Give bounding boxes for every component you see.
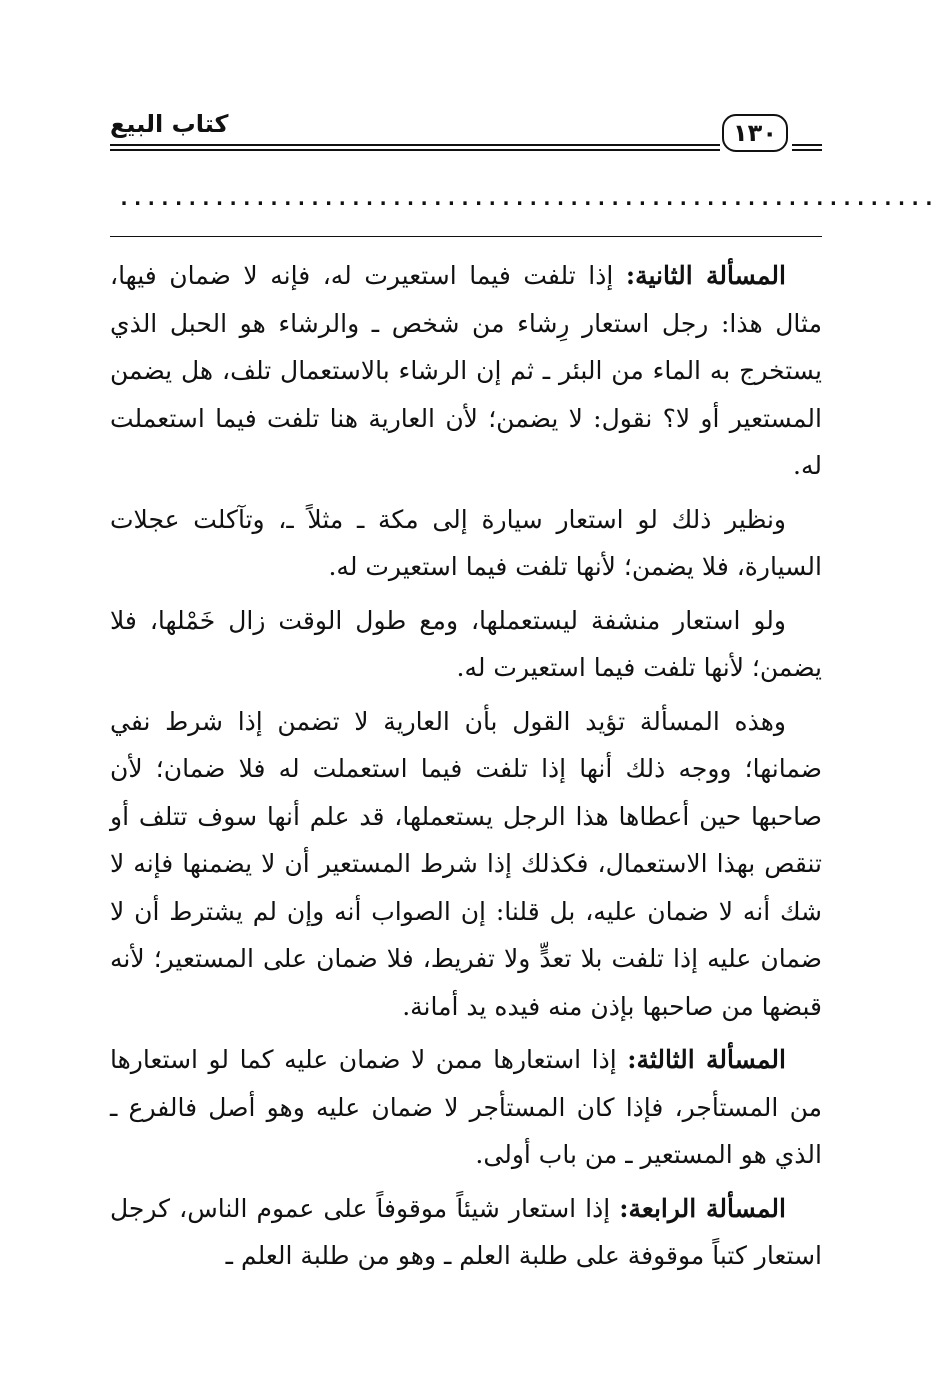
issue-heading: المسألة الرابعة: (619, 1193, 786, 1223)
paragraph (110, 1036, 822, 1179)
paragraph (110, 1185, 822, 1280)
paragraph-text: ونظير ذلك لو استعار سيارة إلى مكة ـ مثلاً ـ، وتآكلت عجلات السيارة، فلا يضمن؛ لأنها تلفت فيما استعيرت له. (110, 504, 822, 581)
paragraph-text: إذا استعارها ممن لا ضمان عليه كما لو استعارها من المستأجر، فإذا كان المستأجر لا ضمان عليه وهو أصل فالفرع ـ الذي هو المستعير ـ من باب أولى. (110, 1045, 822, 1169)
body-text (110, 252, 822, 1286)
header-rule (792, 149, 822, 151)
paragraph-text: وهذه المسألة تؤيد القول بأن العارية لا تضمن إذا شرط نفي ضمانها؛ ووجه ذلك أنها إذا تلفت فيما استعملت له فلا ضمان؛ لأن صاحبها حين أعطاها هذا الرجل يستعملها، قد علم أنها سوف تتلف أو تنقص بهذا الاستعمال، فكذلك إذا شرط المستعير أن لا يضمنها فإنه لا شك أنه لا ضمان عليه، بل قلنا: إن الصواب أنه وإن لم يشترط أن لا ضمان عليه إذا تلفت بلا تعدٍّ ولا تفريط، فلا ضمان على المستعير؛ لأنه قبضها من صاحبها بإذن منه فيده يد أمانة. (110, 706, 822, 1021)
header-rule (110, 149, 720, 151)
page-number: ١٣٠ (733, 119, 777, 147)
book-title: كتاب البيع (110, 110, 229, 138)
header-rule (792, 144, 822, 146)
paragraph-text: إذا استعار شيئاً موقوفاً على عموم الناس، كرجل استعار كتباً موقوفة على طلبة العلم ـ وهو من طلبة العلم ـ (110, 1193, 822, 1270)
paragraph (110, 496, 822, 591)
paragraph (110, 698, 822, 1031)
paragraph (110, 597, 822, 692)
page-number-badge (722, 114, 788, 152)
separator-line (110, 236, 822, 237)
header-rule (110, 144, 720, 146)
paragraph-text: إذا تلفت فيما استعيرت له، فإنه لا ضمان فيها، مثال هذا: رجل استعار رِشاء من شخص ـ والرشاء هو الحبل الذي يستخرج به الماء من البئر ـ ثم إن الرشاء بالاستعمال تلف، هل يضمن المستعير أو لا؟ نقول: لا يضمن؛ لأن العارية هنا تلفت فيما استعملت له. (110, 261, 822, 480)
page-header (110, 108, 822, 158)
dotted-separator: ............................................................ (118, 186, 937, 210)
paragraph (110, 252, 822, 490)
issue-heading: المسألة الثالثة: (627, 1045, 786, 1074)
paragraph-text: ولو استعار منشفة ليستعملها، ومع طول الوقت زال خَمْلها، فلا يضمن؛ لأنها تلفت فيما استعيرت له. (110, 605, 822, 682)
issue-heading: المسألة الثانية: (625, 261, 786, 290)
